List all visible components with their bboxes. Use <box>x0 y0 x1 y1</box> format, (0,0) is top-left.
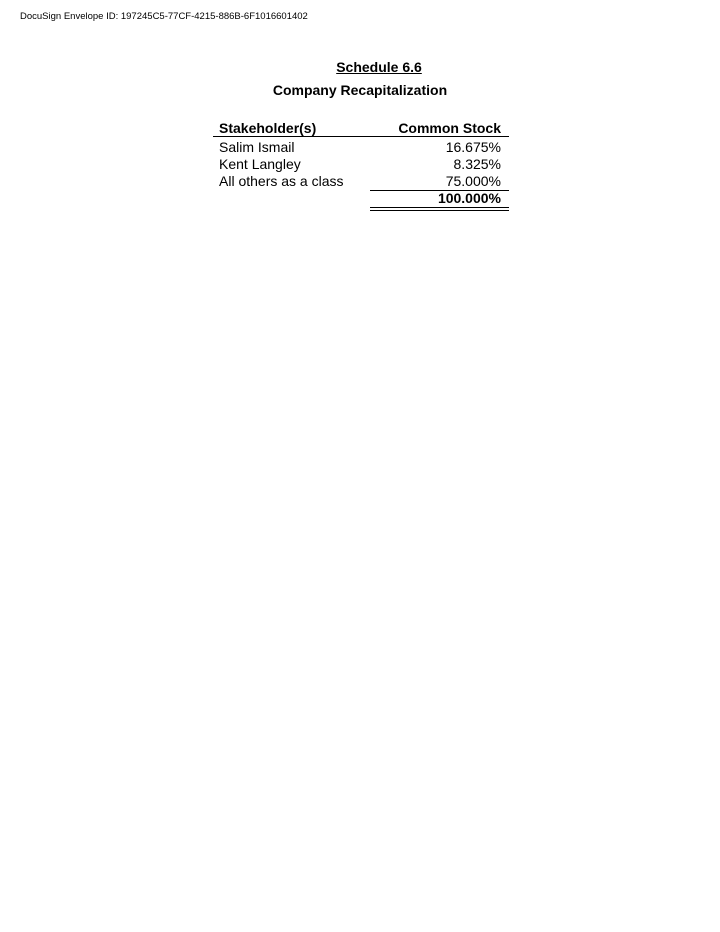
stakeholder-name: Salim Ismail <box>219 139 295 155</box>
stakeholder-name: Kent Langley <box>219 156 301 172</box>
stakeholder-name: All others as a class <box>219 173 344 189</box>
document-subtitle-text: Company Recapitalization <box>272 82 448 98</box>
common-stock-value: 16.675% <box>445 139 501 155</box>
total-value: 100.000% <box>437 190 501 206</box>
schedule-title-text: Schedule 6.6 <box>336 59 422 75</box>
recapitalization-table <box>213 120 509 207</box>
table-header-row <box>213 120 509 137</box>
header-common-stock: Common Stock <box>398 120 501 136</box>
docusign-envelope-id: DocuSign Envelope ID: 197245C5-77CF-4215-886B-6F1016601402 <box>20 11 308 22</box>
schedule-title <box>0 59 720 76</box>
header-stakeholder: Stakeholder(s) <box>219 120 317 136</box>
table-row <box>213 139 509 156</box>
table-row <box>213 156 509 173</box>
common-stock-value: 8.325% <box>453 156 501 172</box>
table-row <box>213 173 509 190</box>
total-double-rule <box>370 207 509 211</box>
table-total-row <box>213 190 509 207</box>
document-subtitle <box>0 82 720 99</box>
common-stock-value: 75.000% <box>445 173 501 189</box>
